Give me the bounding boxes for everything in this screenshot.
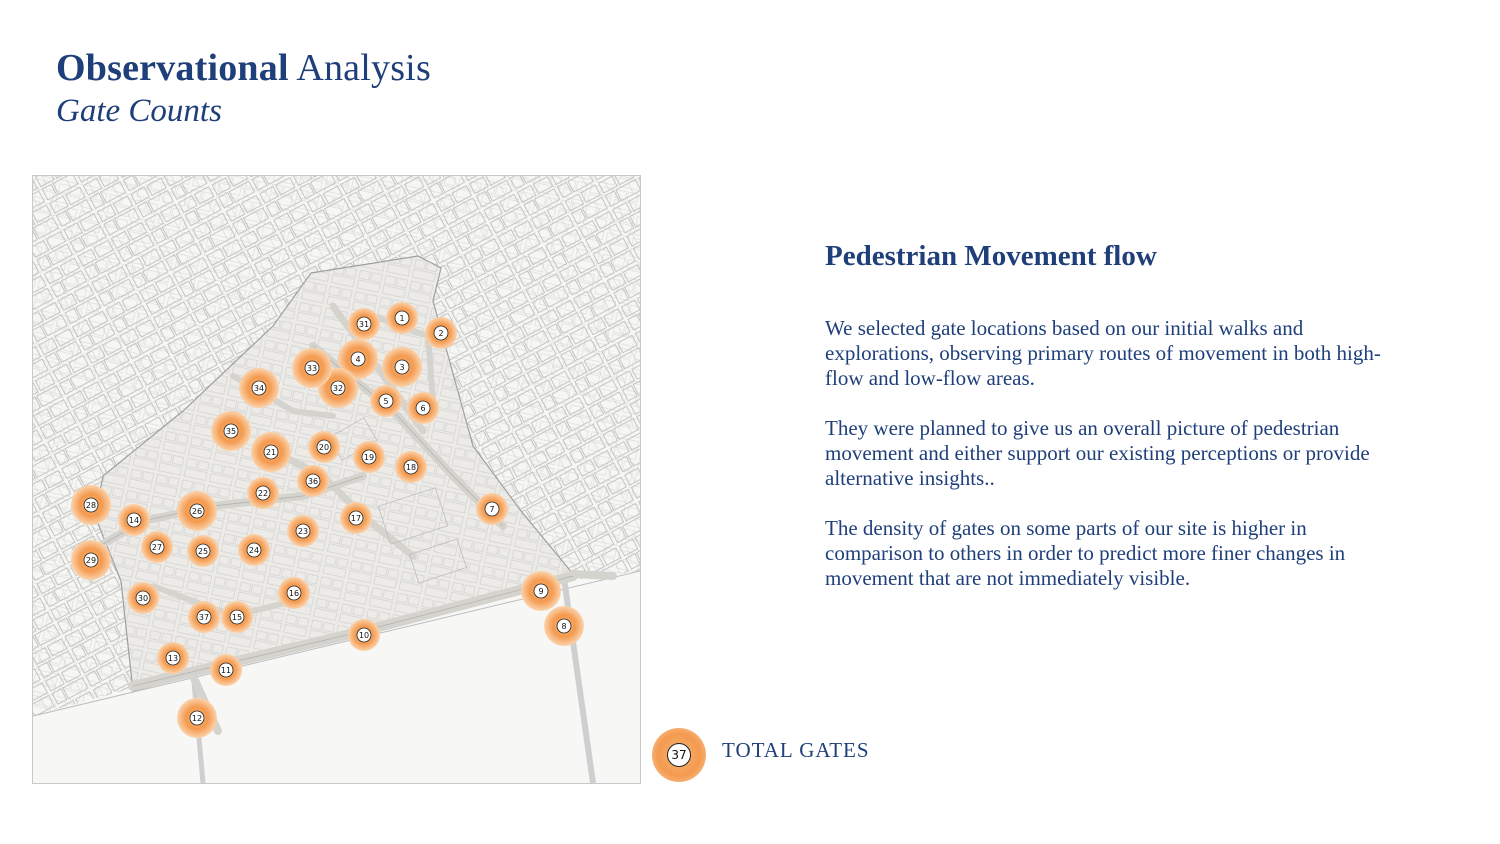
gate-35 — [211, 411, 251, 451]
gate-12 — [177, 698, 217, 738]
total-gates-count: 37 — [667, 743, 691, 767]
paragraph-3: The density of gates on some parts of our site is higher in comparison to others in order to predict more finer changes in movement that are not immediately visible. — [825, 516, 1346, 590]
gate-15-label: 15 — [231, 613, 243, 622]
gate-1 — [386, 302, 418, 334]
gate-11-label: 11 — [220, 666, 232, 675]
gate-1-label: 1 — [399, 314, 405, 323]
gate-27 — [141, 531, 173, 563]
gate-23-label: 23 — [297, 527, 309, 536]
gate-3-label: 3 — [399, 363, 405, 372]
gate-16-label: 16 — [288, 589, 300, 598]
gate-21 — [251, 432, 291, 472]
gate-30-label: 30 — [137, 594, 149, 603]
gate-31 — [348, 308, 380, 340]
gate-22-label: 22 — [257, 489, 269, 498]
gate-18 — [395, 451, 427, 483]
gate-31-label: 31 — [358, 320, 370, 329]
gate-20 — [308, 431, 340, 463]
gate-26-label: 26 — [191, 507, 203, 516]
gate-26 — [177, 491, 217, 531]
gate-35-label: 35 — [225, 427, 237, 436]
gate-17-label: 17 — [350, 514, 362, 523]
gate-8-label: 8 — [561, 622, 567, 631]
gate-33 — [292, 348, 332, 388]
gate-10-label: 10 — [358, 631, 370, 640]
gate-32-label: 32 — [332, 384, 344, 393]
section-heading: Pedestrian Movement flow — [825, 240, 1157, 272]
gate-34 — [239, 368, 279, 408]
title-rest: Analysis — [296, 47, 431, 89]
gate-17 — [340, 502, 372, 534]
page-subtitle: Gate Counts — [56, 93, 222, 129]
gate-2-label: 2 — [438, 329, 444, 338]
gate-6 — [407, 392, 439, 424]
gate-28 — [71, 485, 111, 525]
site-map-canvas — [33, 176, 640, 783]
gate-3 — [382, 347, 422, 387]
total-gates-badge — [652, 728, 706, 782]
gate-27-label: 27 — [151, 543, 163, 552]
paragraph-1: We selected gate locations based on our initial walks and explorations, observing primary routes of movement in both high-flow and low-flow areas. — [825, 316, 1381, 390]
gate-14 — [118, 504, 150, 536]
page-title — [56, 46, 431, 90]
gate-37-label: 37 — [198, 613, 210, 622]
gate-9 — [521, 571, 561, 611]
gate-25 — [187, 535, 219, 567]
gate-14-label: 14 — [128, 516, 140, 525]
gate-18-label: 18 — [405, 463, 417, 472]
gate-7 — [476, 493, 508, 525]
gate-36 — [297, 465, 329, 497]
gate-23 — [287, 515, 319, 547]
gate-8 — [544, 606, 584, 646]
gate-5 — [370, 385, 402, 417]
gate-4-label: 4 — [355, 355, 361, 364]
site-map — [32, 175, 641, 784]
gate-19-label: 19 — [363, 453, 375, 462]
gate-37 — [188, 601, 220, 633]
gate-24 — [238, 534, 270, 566]
gate-21-label: 21 — [265, 448, 277, 457]
gate-2 — [425, 317, 457, 349]
gate-5-label: 5 — [383, 397, 389, 406]
gate-12-label: 12 — [191, 714, 203, 723]
gate-28-label: 28 — [85, 501, 97, 510]
gate-15 — [221, 601, 253, 633]
gate-16 — [278, 577, 310, 609]
gate-19 — [353, 441, 385, 473]
gate-6-label: 6 — [420, 404, 426, 413]
gate-34-label: 34 — [253, 384, 265, 393]
total-gates-label: TOTAL GATES — [722, 738, 870, 762]
gate-24-label: 24 — [248, 546, 260, 555]
gate-25-label: 25 — [197, 547, 209, 556]
gate-7-label: 7 — [489, 505, 495, 514]
title-bold: Observational — [56, 47, 289, 89]
gate-9-label: 9 — [538, 587, 544, 596]
gate-20-label: 20 — [318, 443, 330, 452]
gate-22 — [247, 477, 279, 509]
gate-29 — [71, 540, 111, 580]
gate-10 — [348, 619, 380, 651]
gate-13-label: 13 — [167, 654, 179, 663]
gate-33-label: 33 — [306, 364, 318, 373]
paragraph-2: They were planned to give us an overall picture of pedestrian movement and either support our existing perceptions or provide alternative insights.. — [825, 416, 1370, 490]
gate-30 — [127, 582, 159, 614]
gate-11 — [210, 654, 242, 686]
gate-13 — [157, 642, 189, 674]
gate-36-label: 36 — [307, 477, 319, 486]
gate-29-label: 29 — [85, 556, 97, 565]
